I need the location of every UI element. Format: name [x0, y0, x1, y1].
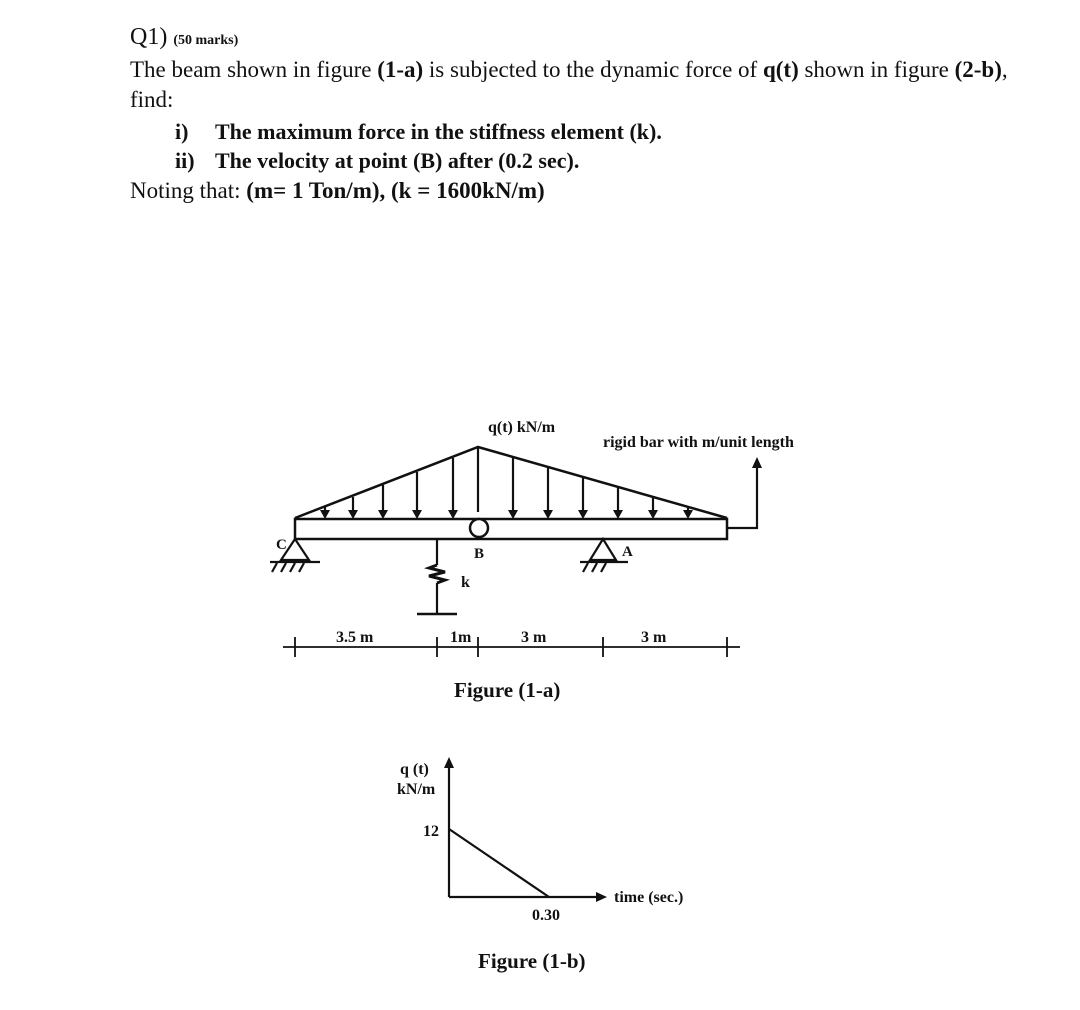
graph-axes — [449, 766, 598, 897]
note-label: Noting that: — [130, 178, 247, 203]
figure-1b — [397, 757, 683, 973]
item-2-text: The velocity at point (B) after (0.2 sec). — [215, 148, 580, 173]
x-axis-label: time (sec.) — [614, 889, 684, 906]
point-b-label: B — [474, 546, 485, 562]
end-force-arrowhead — [752, 457, 762, 468]
question-number: Q1) — [130, 24, 168, 50]
intro-text-2: is subjected to the dynamic force of — [423, 57, 763, 82]
hinge-b — [470, 519, 488, 537]
load-arrows — [325, 448, 688, 512]
dim-3m-left: 3 m — [521, 629, 547, 646]
support-c-label: C — [276, 537, 287, 553]
dim-1m: 1m — [450, 629, 472, 646]
intro-figure-ref-2: (2-b) — [954, 57, 1002, 82]
item-2-number: ii) — [175, 148, 195, 173]
intro-text-4: , find: — [130, 57, 1008, 112]
support-a-pin — [580, 539, 628, 572]
question-marks: (50 marks) — [173, 33, 239, 48]
end-force-arrow — [727, 466, 757, 528]
support-a-label: A — [622, 544, 633, 560]
load-label: q(t) kN/m — [488, 419, 556, 436]
dim-3m-right: 3 m — [641, 629, 667, 646]
y-axis-label-line1: q (t) — [400, 761, 429, 778]
y-value-label: 12 — [423, 823, 439, 840]
intro-text-1: The beam shown in figure — [130, 57, 378, 82]
load-time-line — [449, 829, 549, 897]
beam — [295, 519, 727, 539]
item-1-number: i) — [175, 119, 189, 144]
dim-3-5m: 3.5 m — [336, 629, 374, 646]
figure-1a — [270, 419, 794, 702]
spring-k — [417, 539, 457, 614]
rigid-bar-label: rigid bar with m/unit length — [603, 434, 794, 451]
y-axis-label-line2: kN/m — [397, 781, 436, 798]
intro-load-ref: q(t) — [762, 57, 799, 82]
intro-figure-ref: (1-a) — [377, 57, 424, 82]
load-arrowheads — [320, 510, 693, 519]
x-axis-arrowhead — [596, 892, 607, 902]
item-1-text: The maximum force in the stiffness element (k). — [215, 119, 662, 144]
spring-k-label: k — [461, 574, 470, 591]
load-triangle-outline — [295, 447, 727, 518]
figure-1a-caption: Figure (1-a) — [454, 678, 561, 702]
figure-1b-caption: Figure (1-b) — [478, 949, 586, 973]
note-values: (m= 1 Ton/m), (k = 1600kN/m) — [246, 178, 545, 203]
x-value-label: 0.30 — [532, 907, 560, 924]
y-axis-arrowhead — [444, 757, 454, 768]
intro-text-3: shown in figure — [798, 57, 955, 82]
